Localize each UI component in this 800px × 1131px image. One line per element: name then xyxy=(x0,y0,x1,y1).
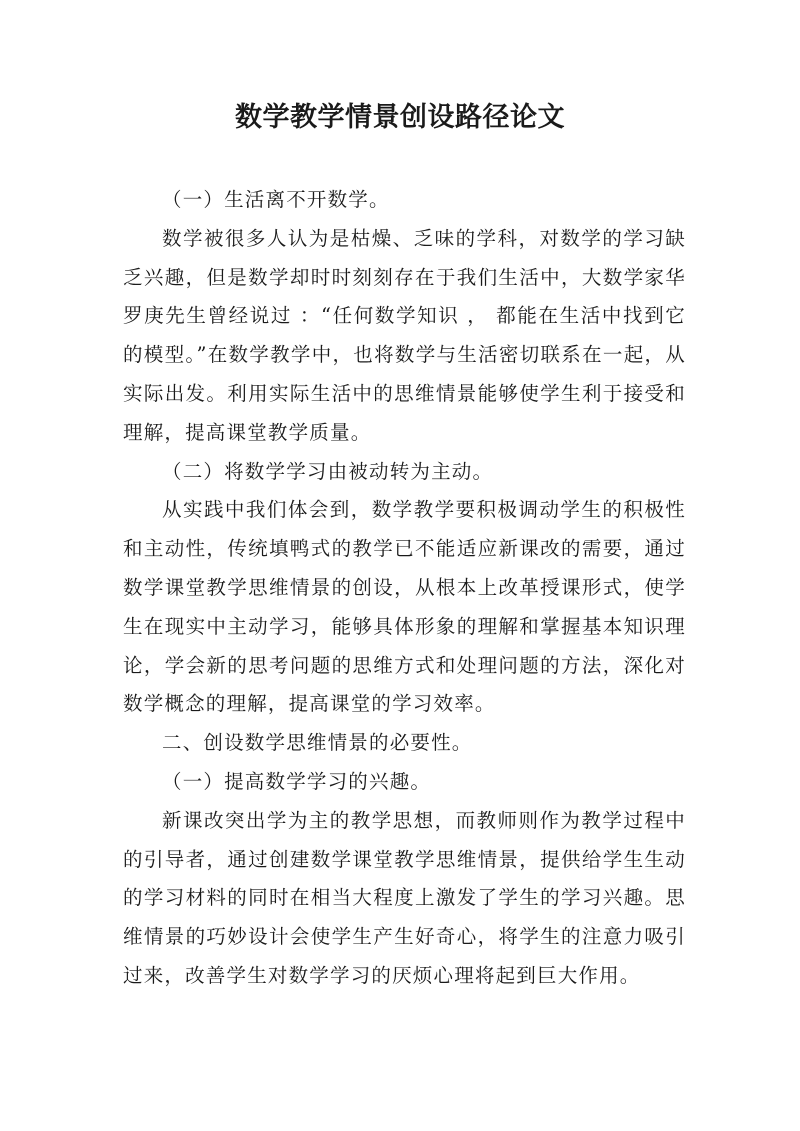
document-body xyxy=(123,181,686,996)
body-paragraph: 新课改突出学为主的教学思想，而教师则作为教学过程中的引导者，通过创建数学课堂教学思维情景，提供给学生生动的学习材料的同时在相当大程度上激发了学生的学习兴趣。思维情景的巧妙设计会使学生产生好奇心，将学生的注意力吸引过来，改善学生对数学学习的厌烦心理将起到巨大作用。 xyxy=(123,808,686,987)
document-title: 数学教学情景创设路径论文 xyxy=(235,102,565,133)
section-heading: 二、创设数学思维情景的必要性。 xyxy=(162,731,473,755)
section-heading: （一）提高数学学习的兴趣。 xyxy=(162,769,432,793)
body-paragraph: 从实践中我们体会到，数学教学要积极调动学生的积极性和主动性，传统填鸭式的教学已不能适应新课改的需要，通过数学课堂教学思维情景的创设，从根本上改革授课形式，使学生在现实中主动学习，能够具体形象的理解和掌握基本知识理论，学会新的思考问题的思维方式和处理问题的方法，深化对数学概念的理解，提高课堂的学习效率。 xyxy=(123,498,686,716)
body-paragraph: 数学被很多人认为是枯燥、乏味的学科，对数学的学习缺乏兴趣，但是数学却时时刻刻存在于我们生活中，大数学家华罗庚先生曾经说过 ：“任何数学知识 ， 都能在生活中找到它的模型。”在数学教学中，也将数学与生活密切联系在一起，从实际出发。利用实际生活中的思维情景能够使学生利于接受和理解，提高课堂教学质量。 xyxy=(123,226,686,444)
section-heading: （二）将数学学习由被动转为主动。 xyxy=(162,459,494,483)
section-heading: （一）生活离不开数学。 xyxy=(162,188,390,211)
